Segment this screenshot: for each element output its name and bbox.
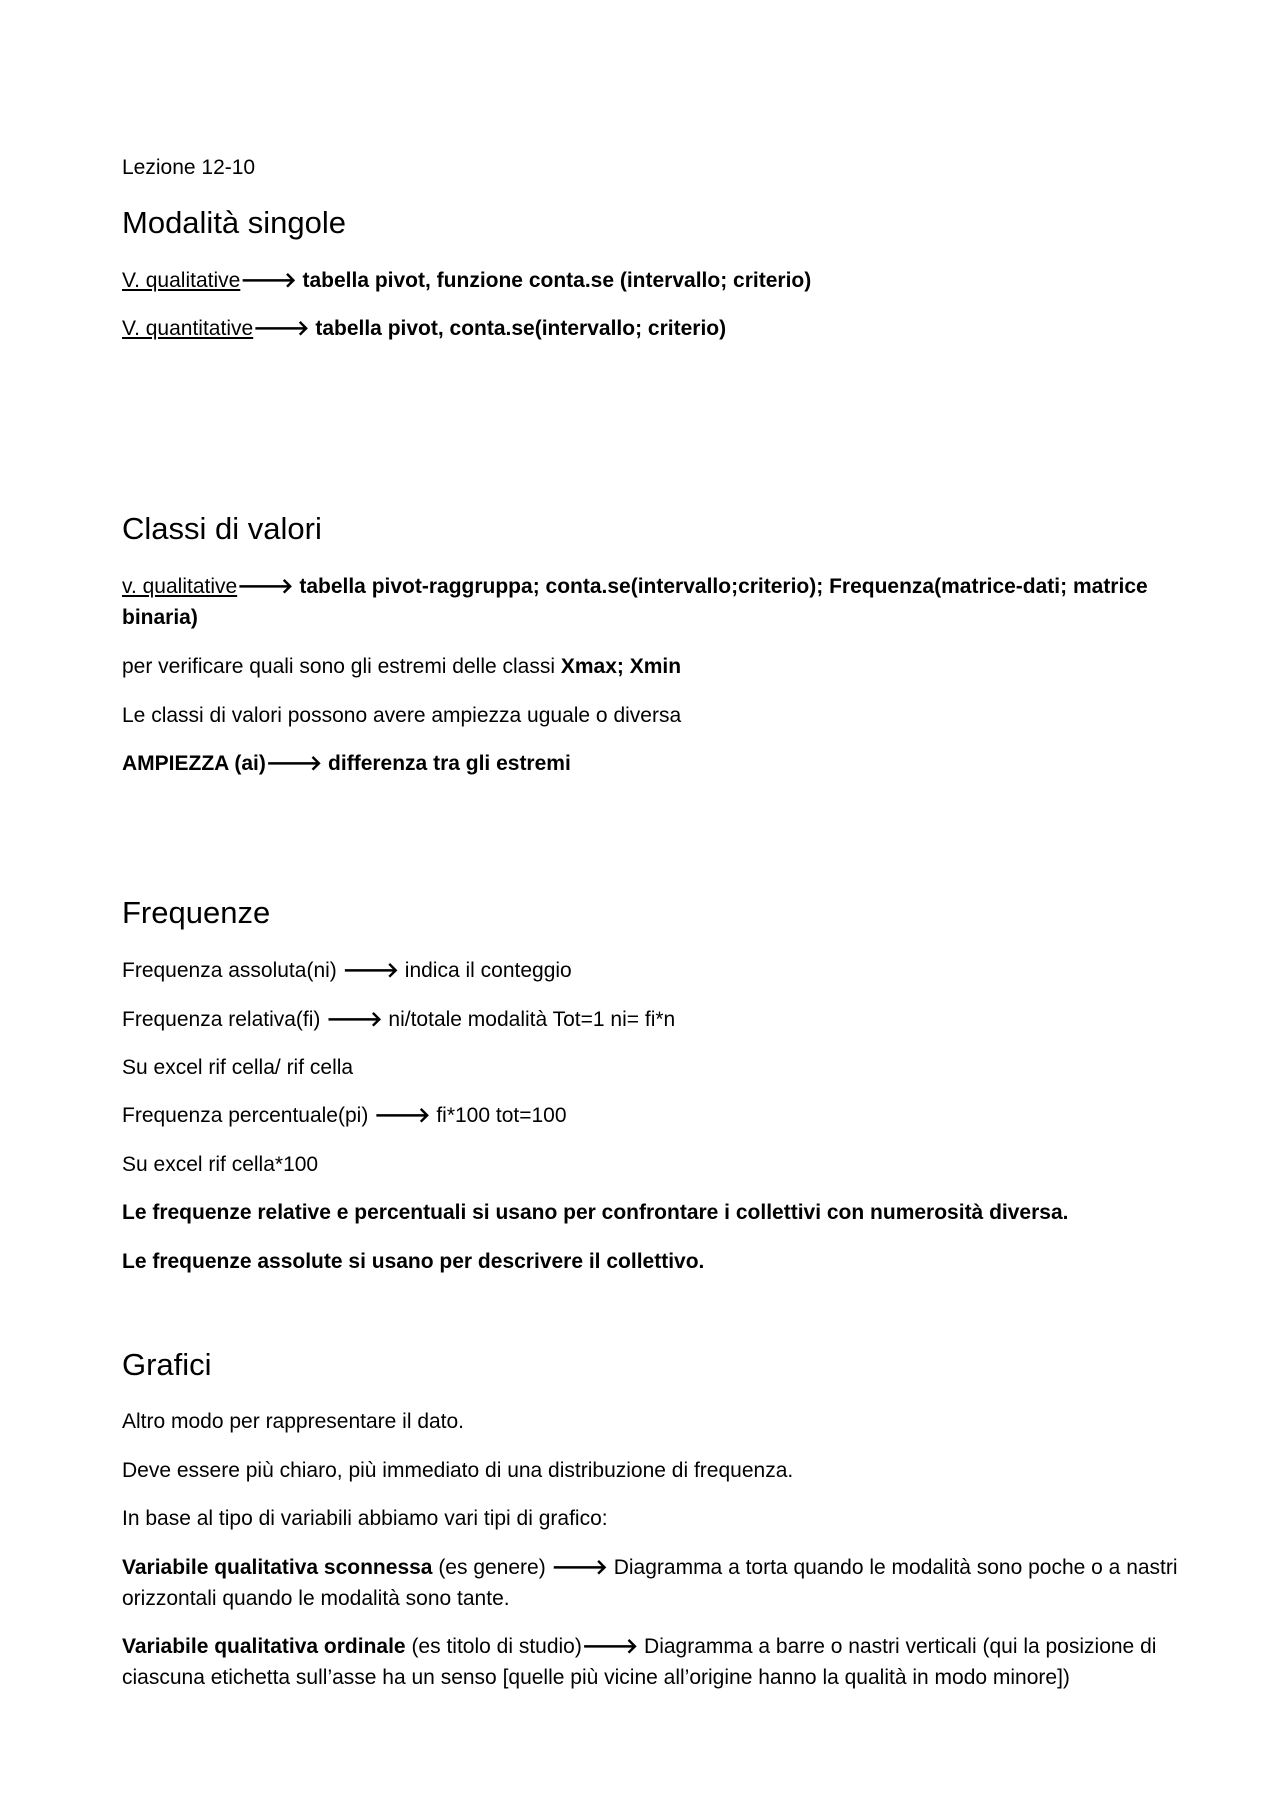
estremi-bold: Xmax; Xmin: [560, 655, 682, 678]
heading-frequenze: Frequenze: [122, 895, 271, 930]
frequenze-note-1-text: Le frequenze relative e percentuali si usano per confrontare i collettivi con numerosità diversa.: [122, 1201, 1069, 1224]
ampiezza-def: differenza tra gli estremi: [322, 752, 571, 775]
heading-grafici: Grafici: [122, 1347, 212, 1382]
ampiezza-definition: [122, 748, 1182, 779]
ampiezza-label: AMPIEZZA (ai): [122, 752, 266, 775]
assoluta-label: Frequenza assoluta(ni): [122, 959, 343, 982]
qualitative-label: V. qualitative: [122, 269, 241, 292]
sconnessa-paragraph: [122, 1552, 1182, 1614]
right-arrow-icon: 🡒: [342, 959, 399, 982]
heading-modalita-singole: Modalità singole: [122, 205, 347, 240]
right-arrow-icon: 🡒: [581, 1635, 639, 1658]
frequenza-relativa-line: [122, 1004, 1182, 1035]
classi-qualitative-line: [122, 571, 1182, 633]
percentuale-text: fi*100 tot=100: [430, 1104, 567, 1127]
excel-line-1: Su excel rif cella/ rif cella: [122, 1056, 354, 1079]
ordinale-paragraph: [122, 1631, 1182, 1693]
right-arrow-icon: 🡒: [265, 752, 323, 775]
ordinale-example: (es titolo di studio): [405, 1635, 582, 1658]
quantitative-tools: tabella pivot, conta.se(intervallo; criterio): [309, 317, 727, 340]
frequenze-note-2-text: Le frequenze assolute si usano per descrivere il collettivo.: [122, 1250, 705, 1273]
percentuale-label: Frequenza percentuale(pi): [122, 1104, 375, 1127]
excel-line-2: Su excel rif cella*100: [122, 1153, 319, 1176]
lesson-label-text: Lezione 12-10: [122, 156, 256, 179]
modalita-qualitative-line: [122, 265, 1182, 296]
qualitative-tools: tabella pivot, funzione conta.se (intervallo; criterio): [296, 269, 812, 292]
sconnessa-example: (es genere): [432, 1556, 552, 1579]
sconnessa-text: Diagramma a torta quando le modalità sono poche o a nastri orizzontali quando le modalità sono tante.: [122, 1556, 1178, 1610]
estremi-text: per verificare quali sono gli estremi delle classi: [122, 655, 561, 678]
estremi-line: [122, 651, 1182, 682]
ordinale-text: Diagramma a barre o nastri verticali (qui la posizione di ciascuna etichetta sull’asse ha un senso [quelle più vicine all’origine hanno la qualità in modo minore]): [122, 1635, 1157, 1689]
right-arrow-icon: 🡒: [253, 317, 310, 340]
quantitative-label: V. quantitative: [122, 317, 254, 340]
frequenza-percentuale-line: [122, 1100, 1182, 1131]
right-arrow-icon: 🡒: [237, 575, 294, 598]
grafici-line-2: Deve essere più chiaro, più immediato di una distribuzione di frequenza.: [122, 1459, 794, 1482]
grafici-line-1: Altro modo per rappresentare il dato.: [122, 1410, 465, 1433]
lesson-label: [122, 152, 1182, 183]
grafici-line-3: In base al tipo di variabili abbiamo vari tipi di grafico:: [122, 1507, 608, 1530]
classi-qualitative-tools: tabella pivot-raggruppa; conta.se(intervallo;criterio); Frequenza(matrice-dati; matrice binaria): [122, 575, 1148, 629]
ampiezza-line: Le classi di valori possono avere ampiezza uguale o diversa: [122, 704, 682, 727]
right-arrow-icon: 🡒: [374, 1104, 431, 1127]
right-arrow-icon: 🡒: [326, 1008, 383, 1031]
right-arrow-icon: 🡒: [551, 1556, 608, 1579]
ordinale-label: Variabile qualitativa ordinale: [122, 1635, 406, 1658]
modalita-quantitative-line: [122, 313, 1182, 344]
relativa-text: ni/totale modalità Tot=1 ni= fi*n: [382, 1008, 676, 1031]
heading-classi-di-valori: Classi di valori: [122, 511, 322, 546]
relativa-label: Frequenza relativa(fi): [122, 1008, 327, 1031]
right-arrow-icon: 🡒: [240, 269, 297, 292]
frequenze-note-2: [122, 1246, 1182, 1277]
assoluta-text: indica il conteggio: [398, 959, 572, 982]
frequenza-assoluta-line: [122, 955, 1182, 986]
sconnessa-label: Variabile qualitativa sconnessa: [122, 1556, 433, 1579]
frequenze-note-1: [122, 1197, 1182, 1228]
classi-qualitative-label: v. qualitative: [122, 575, 238, 598]
